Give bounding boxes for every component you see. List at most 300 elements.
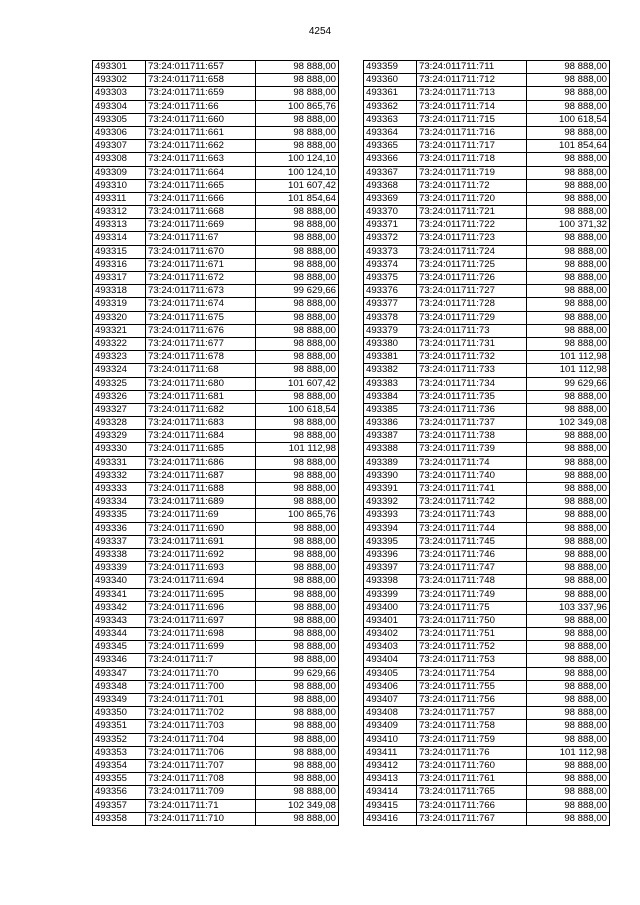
- table-row: [364, 100, 610, 113]
- row-number-cell: 493344: [93, 628, 146, 641]
- table-row: [364, 311, 610, 324]
- row-number-cell: 493339: [93, 562, 146, 575]
- row-number-cell: 493315: [93, 245, 146, 258]
- table-row: [93, 219, 339, 232]
- value-cell: 98 888,00: [527, 535, 610, 548]
- cadastral-number-cell: 73:24:011711:766: [417, 799, 527, 812]
- value-cell: 98 888,00: [527, 337, 610, 350]
- value-cell: 101 607,42: [256, 179, 339, 192]
- row-number-cell: 493375: [364, 272, 417, 285]
- cadastral-number-cell: 73:24:011711:680: [146, 377, 256, 390]
- value-cell: 98 888,00: [256, 469, 339, 482]
- table-row: [93, 535, 339, 548]
- table-row: [364, 192, 610, 205]
- table-row: [93, 337, 339, 350]
- table-row: [93, 377, 339, 390]
- row-number-cell: 493385: [364, 403, 417, 416]
- row-number-cell: 493326: [93, 390, 146, 403]
- row-number-cell: 493383: [364, 377, 417, 390]
- cadastral-number-cell: 73:24:011711:731: [417, 337, 527, 350]
- row-number-cell: 493366: [364, 153, 417, 166]
- table-row: [364, 548, 610, 561]
- value-cell: 98 888,00: [527, 812, 610, 825]
- table-row: [93, 113, 339, 126]
- row-number-cell: 493337: [93, 535, 146, 548]
- row-number-cell: 493359: [364, 61, 417, 74]
- cadastral-number-cell: 73:24:011711:706: [146, 746, 256, 759]
- cadastral-number-cell: 73:24:011711:698: [146, 628, 256, 641]
- value-cell: 98 888,00: [527, 206, 610, 219]
- row-number-cell: 493310: [93, 179, 146, 192]
- value-cell: 98 888,00: [527, 680, 610, 693]
- cadastral-number-cell: 73:24:011711:747: [417, 562, 527, 575]
- table-row: [364, 272, 610, 285]
- table-row: [364, 377, 610, 390]
- value-cell: 98 888,00: [527, 799, 610, 812]
- cadastral-number-cell: 73:24:011711:755: [417, 680, 527, 693]
- value-cell: 98 888,00: [256, 812, 339, 825]
- value-cell: 98 888,00: [527, 562, 610, 575]
- table-row: [93, 628, 339, 641]
- cadastral-number-cell: 73:24:011711:691: [146, 535, 256, 548]
- row-number-cell: 493347: [93, 667, 146, 680]
- row-number-cell: 493336: [93, 522, 146, 535]
- cadastral-number-cell: 73:24:011711:724: [417, 245, 527, 258]
- row-number-cell: 493351: [93, 720, 146, 733]
- row-number-cell: 493361: [364, 87, 417, 100]
- cadastral-number-cell: 73:24:011711:737: [417, 417, 527, 430]
- cadastral-number-cell: 73:24:011711:757: [417, 707, 527, 720]
- row-number-cell: 493321: [93, 324, 146, 337]
- table-row: [93, 694, 339, 707]
- row-number-cell: 493331: [93, 456, 146, 469]
- table-row: [93, 601, 339, 614]
- value-cell: 98 888,00: [256, 351, 339, 364]
- row-number-cell: 493334: [93, 496, 146, 509]
- value-cell: 98 888,00: [256, 786, 339, 799]
- row-number-cell: 493357: [93, 799, 146, 812]
- table-row: [93, 351, 339, 364]
- cadastral-number-cell: 73:24:011711:659: [146, 87, 256, 100]
- value-cell: 98 888,00: [256, 364, 339, 377]
- value-cell: 101 112,98: [527, 351, 610, 364]
- row-number-cell: 493405: [364, 667, 417, 680]
- table-row: [364, 456, 610, 469]
- row-number-cell: 493362: [364, 100, 417, 113]
- cadastral-number-cell: 73:24:011711:722: [417, 219, 527, 232]
- value-cell: 98 888,00: [256, 746, 339, 759]
- row-number-cell: 493307: [93, 140, 146, 153]
- row-number-cell: 493318: [93, 285, 146, 298]
- table-row: [364, 390, 610, 403]
- cadastral-number-cell: 73:24:011711:713: [417, 87, 527, 100]
- row-number-cell: 493349: [93, 694, 146, 707]
- row-number-cell: 493407: [364, 694, 417, 707]
- table-row: [93, 562, 339, 575]
- value-cell: 98 888,00: [527, 166, 610, 179]
- row-number-cell: 493319: [93, 298, 146, 311]
- table-row: [364, 522, 610, 535]
- value-cell: 102 349,08: [256, 799, 339, 812]
- cadastral-number-cell: 73:24:011711:66: [146, 100, 256, 113]
- row-number-cell: 493404: [364, 654, 417, 667]
- value-cell: 98 888,00: [527, 456, 610, 469]
- value-cell: 98 888,00: [527, 522, 610, 535]
- value-cell: 98 888,00: [527, 100, 610, 113]
- value-cell: 98 888,00: [527, 179, 610, 192]
- row-number-cell: 493342: [93, 601, 146, 614]
- table-row: [364, 614, 610, 627]
- value-cell: 98 888,00: [527, 232, 610, 245]
- value-cell: 100 124,10: [256, 153, 339, 166]
- left-data-table: [92, 60, 339, 826]
- cadastral-number-cell: 73:24:011711:748: [417, 575, 527, 588]
- table-row: [364, 786, 610, 799]
- table-row: [364, 654, 610, 667]
- cadastral-number-cell: 73:24:011711:658: [146, 74, 256, 87]
- cadastral-number-cell: 73:24:011711:677: [146, 337, 256, 350]
- value-cell: 98 888,00: [527, 654, 610, 667]
- row-number-cell: 493360: [364, 74, 417, 87]
- table-row: [93, 654, 339, 667]
- value-cell: 101 854,64: [527, 140, 610, 153]
- table-row: [93, 509, 339, 522]
- row-number-cell: 493371: [364, 219, 417, 232]
- cadastral-number-cell: 73:24:011711:688: [146, 483, 256, 496]
- value-cell: 100 124,10: [256, 166, 339, 179]
- cadastral-number-cell: 73:24:011711:673: [146, 285, 256, 298]
- table-row: [93, 206, 339, 219]
- table-row: [364, 61, 610, 74]
- value-cell: 98 888,00: [527, 786, 610, 799]
- value-cell: 98 888,00: [527, 298, 610, 311]
- row-number-cell: 493415: [364, 799, 417, 812]
- value-cell: 100 865,76: [256, 100, 339, 113]
- cadastral-number-cell: 73:24:011711:76: [417, 746, 527, 759]
- table-row: [93, 759, 339, 772]
- value-cell: 98 888,00: [527, 759, 610, 772]
- cadastral-number-cell: 73:24:011711:664: [146, 166, 256, 179]
- value-cell: 98 888,00: [527, 245, 610, 258]
- row-number-cell: 493332: [93, 469, 146, 482]
- value-cell: 101 112,98: [527, 364, 610, 377]
- value-cell: 98 888,00: [256, 245, 339, 258]
- row-number-cell: 493322: [93, 337, 146, 350]
- value-cell: 98 888,00: [256, 694, 339, 707]
- row-number-cell: 493346: [93, 654, 146, 667]
- row-number-cell: 493388: [364, 443, 417, 456]
- value-cell: 101 112,98: [256, 443, 339, 456]
- cadastral-number-cell: 73:24:011711:765: [417, 786, 527, 799]
- table-row: [93, 324, 339, 337]
- row-number-cell: 493372: [364, 232, 417, 245]
- table-row: [364, 509, 610, 522]
- value-cell: 98 888,00: [256, 74, 339, 87]
- value-cell: 98 888,00: [256, 535, 339, 548]
- value-cell: 98 888,00: [527, 694, 610, 707]
- value-cell: 98 888,00: [256, 483, 339, 496]
- table-row: [93, 258, 339, 271]
- cadastral-number-cell: 73:24:011711:684: [146, 430, 256, 443]
- value-cell: 98 888,00: [256, 720, 339, 733]
- cadastral-number-cell: 73:24:011711:690: [146, 522, 256, 535]
- row-number-cell: 493311: [93, 192, 146, 205]
- row-number-cell: 493395: [364, 535, 417, 548]
- cadastral-number-cell: 73:24:011711:665: [146, 179, 256, 192]
- cadastral-number-cell: 73:24:011711:685: [146, 443, 256, 456]
- table-row: [93, 61, 339, 74]
- value-cell: 98 888,00: [256, 232, 339, 245]
- cadastral-number-cell: 73:24:011711:751: [417, 628, 527, 641]
- table-row: [364, 351, 610, 364]
- table-row: [93, 179, 339, 192]
- cadastral-number-cell: 73:24:011711:742: [417, 496, 527, 509]
- table-row: [93, 667, 339, 680]
- table-row: [364, 641, 610, 654]
- row-number-cell: 493301: [93, 61, 146, 74]
- table-row: [364, 403, 610, 416]
- cadastral-number-cell: 73:24:011711:72: [417, 179, 527, 192]
- table-row: [364, 285, 610, 298]
- cadastral-number-cell: 73:24:011711:728: [417, 298, 527, 311]
- table-row: [93, 733, 339, 746]
- table-row: [364, 153, 610, 166]
- table-row: [364, 179, 610, 192]
- row-number-cell: 493392: [364, 496, 417, 509]
- value-cell: 101 112,98: [527, 746, 610, 759]
- cadastral-number-cell: 73:24:011711:712: [417, 74, 527, 87]
- cadastral-number-cell: 73:24:011711:68: [146, 364, 256, 377]
- table-row: [364, 324, 610, 337]
- cadastral-number-cell: 73:24:011711:739: [417, 443, 527, 456]
- table-row: [364, 680, 610, 693]
- value-cell: 100 618,54: [256, 403, 339, 416]
- row-number-cell: 493330: [93, 443, 146, 456]
- value-cell: 98 888,00: [256, 87, 339, 100]
- table-row: [93, 153, 339, 166]
- cadastral-number-cell: 73:24:011711:749: [417, 588, 527, 601]
- value-cell: 98 888,00: [527, 496, 610, 509]
- row-number-cell: 493411: [364, 746, 417, 759]
- row-number-cell: 493355: [93, 773, 146, 786]
- row-number-cell: 493304: [93, 100, 146, 113]
- table-row: [364, 258, 610, 271]
- table-row: [93, 707, 339, 720]
- table-row: [364, 245, 610, 258]
- cadastral-number-cell: 73:24:011711:756: [417, 694, 527, 707]
- cadastral-number-cell: 73:24:011711:662: [146, 140, 256, 153]
- value-cell: 98 888,00: [256, 601, 339, 614]
- cadastral-number-cell: 73:24:011711:702: [146, 707, 256, 720]
- row-number-cell: 493333: [93, 483, 146, 496]
- value-cell: 98 888,00: [256, 641, 339, 654]
- row-number-cell: 493343: [93, 614, 146, 627]
- table-row: [364, 628, 610, 641]
- value-cell: 98 888,00: [256, 206, 339, 219]
- row-number-cell: 493306: [93, 126, 146, 139]
- cadastral-number-cell: 73:24:011711:70: [146, 667, 256, 680]
- cadastral-number-cell: 73:24:011711:726: [417, 272, 527, 285]
- row-number-cell: 493341: [93, 588, 146, 601]
- table-row: [93, 126, 339, 139]
- cadastral-number-cell: 73:24:011711:672: [146, 272, 256, 285]
- table-row: [364, 140, 610, 153]
- table-row: [364, 746, 610, 759]
- row-number-cell: 493391: [364, 483, 417, 496]
- value-cell: 98 888,00: [256, 417, 339, 430]
- cadastral-number-cell: 73:24:011711:752: [417, 641, 527, 654]
- table-row: [364, 417, 610, 430]
- cadastral-number-cell: 73:24:011711:723: [417, 232, 527, 245]
- right-data-table: [363, 60, 610, 826]
- row-number-cell: 493378: [364, 311, 417, 324]
- value-cell: 98 888,00: [256, 759, 339, 772]
- row-number-cell: 493373: [364, 245, 417, 258]
- cadastral-number-cell: 73:24:011711:660: [146, 113, 256, 126]
- table-row: [93, 773, 339, 786]
- cadastral-number-cell: 73:24:011711:669: [146, 219, 256, 232]
- row-number-cell: 493309: [93, 166, 146, 179]
- value-cell: 98 888,00: [256, 126, 339, 139]
- table-row: [364, 588, 610, 601]
- table-row: [93, 548, 339, 561]
- row-number-cell: 493382: [364, 364, 417, 377]
- table-row: [93, 720, 339, 733]
- table-row: [93, 799, 339, 812]
- value-cell: 98 888,00: [527, 483, 610, 496]
- cadastral-number-cell: 73:24:011711:703: [146, 720, 256, 733]
- row-number-cell: 493402: [364, 628, 417, 641]
- cadastral-number-cell: 73:24:011711:708: [146, 773, 256, 786]
- value-cell: 98 888,00: [527, 258, 610, 271]
- value-cell: 98 888,00: [527, 628, 610, 641]
- cadastral-number-cell: 73:24:011711:695: [146, 588, 256, 601]
- table-row: [93, 575, 339, 588]
- cadastral-number-cell: 73:24:011711:7: [146, 654, 256, 667]
- cadastral-number-cell: 73:24:011711:715: [417, 113, 527, 126]
- value-cell: 98 888,00: [256, 272, 339, 285]
- value-cell: 98 888,00: [256, 140, 339, 153]
- value-cell: 103 337,96: [527, 601, 610, 614]
- value-cell: 98 888,00: [527, 61, 610, 74]
- value-cell: 98 888,00: [527, 641, 610, 654]
- cadastral-number-cell: 73:24:011711:668: [146, 206, 256, 219]
- table-row: [93, 272, 339, 285]
- value-cell: 98 888,00: [527, 285, 610, 298]
- cadastral-number-cell: 73:24:011711:718: [417, 153, 527, 166]
- table-row: [93, 403, 339, 416]
- cadastral-number-cell: 73:24:011711:759: [417, 733, 527, 746]
- cadastral-number-cell: 73:24:011711:761: [417, 773, 527, 786]
- row-number-cell: 493414: [364, 786, 417, 799]
- row-number-cell: 493354: [93, 759, 146, 772]
- value-cell: 101 607,42: [256, 377, 339, 390]
- table-row: [364, 496, 610, 509]
- table-row: [364, 469, 610, 482]
- table-row: [93, 166, 339, 179]
- left-table-body: [93, 61, 339, 826]
- table-row: [364, 575, 610, 588]
- value-cell: 98 888,00: [256, 258, 339, 271]
- value-cell: 100 618,54: [527, 113, 610, 126]
- cadastral-number-cell: 73:24:011711:704: [146, 733, 256, 746]
- row-number-cell: 493363: [364, 113, 417, 126]
- value-cell: 98 888,00: [527, 87, 610, 100]
- cadastral-number-cell: 73:24:011711:69: [146, 509, 256, 522]
- table-row: [93, 483, 339, 496]
- cadastral-number-cell: 73:24:011711:740: [417, 469, 527, 482]
- value-cell: 98 888,00: [527, 192, 610, 205]
- table-row: [364, 337, 610, 350]
- row-number-cell: 493323: [93, 351, 146, 364]
- row-number-cell: 493329: [93, 430, 146, 443]
- table-row: [364, 799, 610, 812]
- cadastral-number-cell: 73:24:011711:727: [417, 285, 527, 298]
- row-number-cell: 493387: [364, 430, 417, 443]
- row-number-cell: 493379: [364, 324, 417, 337]
- cadastral-number-cell: 73:24:011711:710: [146, 812, 256, 825]
- table-row: [364, 113, 610, 126]
- row-number-cell: 493367: [364, 166, 417, 179]
- value-cell: 98 888,00: [256, 390, 339, 403]
- row-number-cell: 493396: [364, 548, 417, 561]
- value-cell: 98 888,00: [527, 74, 610, 87]
- table-row: [93, 496, 339, 509]
- cadastral-number-cell: 73:24:011711:657: [146, 61, 256, 74]
- table-row: [364, 759, 610, 772]
- table-row: [93, 232, 339, 245]
- table-row: [93, 245, 339, 258]
- table-row: [364, 87, 610, 100]
- table-row: [364, 535, 610, 548]
- row-number-cell: 493401: [364, 614, 417, 627]
- cadastral-number-cell: 73:24:011711:71: [146, 799, 256, 812]
- value-cell: 98 888,00: [256, 733, 339, 746]
- cadastral-number-cell: 73:24:011711:733: [417, 364, 527, 377]
- page-number: 4254: [308, 26, 332, 37]
- table-row: [93, 100, 339, 113]
- row-number-cell: 493365: [364, 140, 417, 153]
- row-number-cell: 493314: [93, 232, 146, 245]
- table-row: [93, 285, 339, 298]
- cadastral-number-cell: 73:24:011711:700: [146, 680, 256, 693]
- cadastral-number-cell: 73:24:011711:711: [417, 61, 527, 74]
- row-number-cell: 493356: [93, 786, 146, 799]
- cadastral-number-cell: 73:24:011711:760: [417, 759, 527, 772]
- value-cell: 98 888,00: [256, 113, 339, 126]
- table-row: [93, 364, 339, 377]
- row-number-cell: 493390: [364, 469, 417, 482]
- value-cell: 98 888,00: [256, 324, 339, 337]
- row-number-cell: 493408: [364, 707, 417, 720]
- value-cell: 100 865,76: [256, 509, 339, 522]
- cadastral-number-cell: 73:24:011711:753: [417, 654, 527, 667]
- table-row: [93, 390, 339, 403]
- cadastral-number-cell: 73:24:011711:696: [146, 601, 256, 614]
- value-cell: 98 888,00: [256, 61, 339, 74]
- table-row: [93, 746, 339, 759]
- table-row: [364, 694, 610, 707]
- value-cell: 98 888,00: [527, 324, 610, 337]
- value-cell: 98 888,00: [256, 707, 339, 720]
- table-row: [364, 364, 610, 377]
- cadastral-number-cell: 73:24:011711:741: [417, 483, 527, 496]
- value-cell: 100 371,32: [527, 219, 610, 232]
- row-number-cell: 493370: [364, 206, 417, 219]
- cadastral-number-cell: 73:24:011711:717: [417, 140, 527, 153]
- table-row: [93, 680, 339, 693]
- row-number-cell: 493381: [364, 351, 417, 364]
